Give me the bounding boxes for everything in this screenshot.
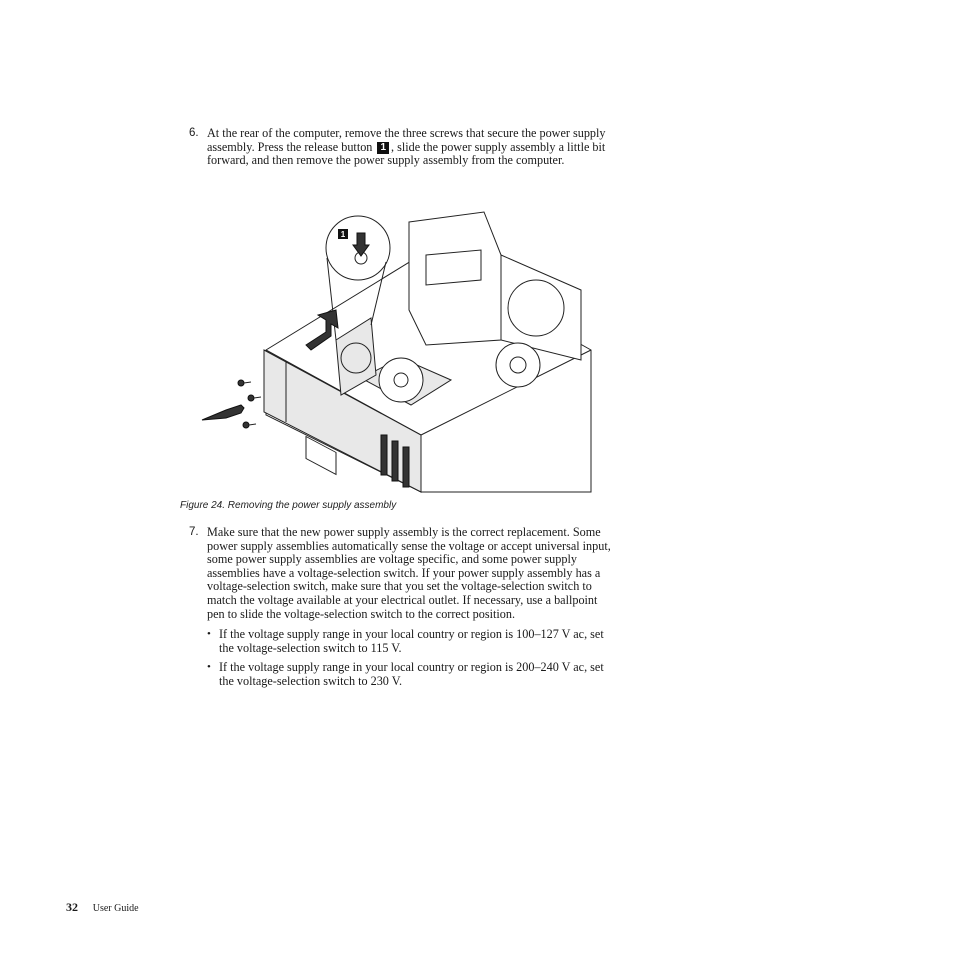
- step-7-number: 7.: [189, 526, 199, 538]
- screw-2: [248, 395, 261, 401]
- step-6-number: 6.: [189, 127, 199, 139]
- remove-arrow: [202, 405, 244, 420]
- bullet-text: If the voltage supply range in your local country or region is 200–240 V ac, set the voltage-selection switch to 230 V.: [219, 660, 604, 688]
- bullet-text: If the voltage supply range in your local country or region is 100–127 V ac, set the voltage-selection switch to 115 V.: [219, 627, 604, 655]
- cpu-fan: [379, 358, 423, 402]
- release-button-callout: 1: [377, 142, 389, 154]
- screw-3: [243, 422, 256, 428]
- callout-badge-label: 1: [340, 230, 346, 239]
- expansion-slot-1: [381, 435, 387, 475]
- chassis-fan: [496, 343, 540, 387]
- bullet-icon: •: [207, 661, 211, 674]
- step-7: [189, 525, 615, 695]
- page-number: 32: [66, 900, 78, 914]
- list-item: [207, 628, 615, 655]
- step-7-text: Make sure that the new power supply assembly is the correct replacement. Some power supply assemblies automatically sense the voltage or accept universal input, some power supply assemblies are voltage specific, and some power supply assemblies have a voltage-selection switch. If your power supply assembly has a voltage-selection switch, make sure that you set the voltage-selection switch to match the voltage available at your electrical outlet. If necessary, use a ballpoint pen to slide the voltage-selection switch to the correct position.: [207, 525, 611, 621]
- expansion-slot-2: [392, 441, 398, 481]
- drive-cage: [409, 212, 501, 345]
- page-footer: [66, 900, 139, 915]
- list-item: [207, 661, 615, 688]
- step-6: [189, 126, 607, 168]
- bullet-icon: •: [207, 628, 211, 641]
- expansion-slot-3: [403, 447, 409, 487]
- computer-chassis-drawing: [196, 200, 596, 495]
- screw-1: [238, 380, 251, 386]
- figure-caption: Figure 24. Removing the power supply assembly: [180, 500, 397, 511]
- power-supply-removal-illustration: [196, 200, 596, 495]
- step-6-text-before: At the rear of the computer, remove the three screws that secure the power supply assembly. Press the release button: [207, 126, 606, 154]
- voltage-bullet-list: [207, 628, 615, 688]
- step-6-text-after: , slide the power supply assembly a little bit forward, and then remove the power supply assembly from the computer.: [207, 139, 606, 168]
- document-title: User Guide: [92, 903, 139, 914]
